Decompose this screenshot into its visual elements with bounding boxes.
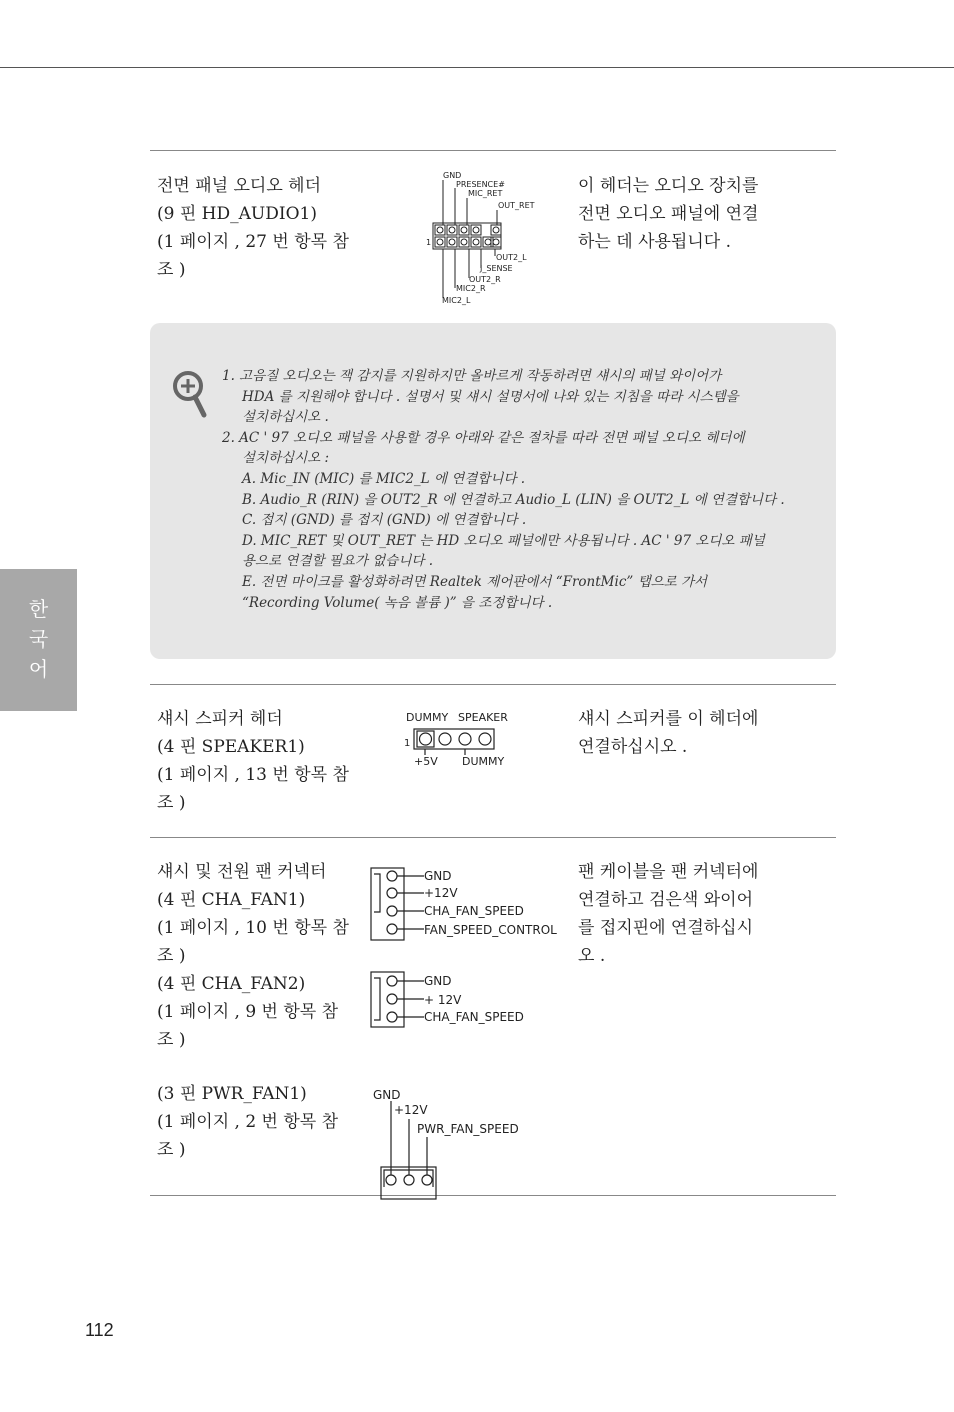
audio-explanation-line: 이 헤더는 오디오 장치를 — [578, 176, 759, 196]
audio-title: 전면 패널 오디오 헤더 — [157, 176, 322, 196]
note-step-b: B. Audio_R (RIN) 을 OUT2_R 에 연결하고 Audio_L (LIN) 을 OUT2_L 에 연결합니다 . — [242, 491, 785, 508]
note-item-2: 2. AC ' 97 오디오 패널을 사용할 경우 아래와 같은 절차를 따라 전면 패널 오디오 헤더에 — [222, 429, 745, 446]
pin-label-mic2-l: MIC2_L — [442, 296, 471, 305]
cha-fan1-pin-name: (4 핀 CHA_FAN1) — [157, 890, 306, 910]
pin-label-gnd: GND — [443, 171, 462, 180]
top-rule — [0, 67, 954, 68]
magnifier-note-icon — [170, 368, 210, 420]
side-tab-char: 어 — [28, 657, 49, 681]
fan-title: 섀시 및 전원 팬 커넥터 — [157, 862, 327, 882]
hd-audio-pin-diagram — [425, 168, 545, 308]
pin-label-mic-ret: MIC_RET — [468, 189, 503, 198]
pwr-fan-page-ref-cont: 조 ) — [157, 1140, 186, 1160]
pin-label-j-sense: J_SENSE — [480, 264, 513, 273]
page-number: 112 — [85, 1320, 114, 1340]
pwr-fan-description — [157, 1080, 338, 1164]
fan1-pin-12v: +12V — [424, 886, 458, 900]
section-divider — [150, 150, 836, 151]
speaker-explanation-line: 연결하십시오 . — [578, 737, 688, 757]
fan2-pin-speed: CHA_FAN_SPEED — [424, 1010, 524, 1024]
pin-one-marker: 1 — [426, 238, 432, 247]
pwr-fan-pin-speed: PWR_FAN_SPEED — [417, 1122, 519, 1136]
fan1-pin-speed: CHA_FAN_SPEED — [424, 904, 524, 918]
section-divider — [150, 837, 836, 838]
side-tab-char: 국 — [28, 627, 49, 651]
speaker-header-outline — [414, 729, 494, 749]
cha-fan2-pin-name: (4 핀 CHA_FAN2) — [157, 974, 306, 994]
fan1-pin-gnd: GND — [424, 869, 452, 883]
note-item-1-cont: HDA 를 지원해야 합니다 . 설명서 및 섀시 설명서에 나와 있는 지침을 따라 시스템을 — [242, 388, 739, 405]
note-list — [222, 366, 822, 613]
audio-page-ref-cont: 조 ) — [157, 260, 186, 280]
cha-fan1-page-ref: (1 페이지 , 10 번 항목 참 — [157, 918, 349, 938]
note-item-1-cont: 설치하십시오 . — [242, 409, 329, 426]
pin-label-presence: PRESENCE# — [456, 180, 505, 189]
audio-page-ref: (1 페이지 , 27 번 항목 참 — [157, 232, 349, 252]
fan2-pin-gnd: GND — [424, 974, 452, 988]
side-tab-char: 한 — [28, 597, 49, 621]
speaker-explanation-line: 섀시 스피커를 이 헤더에 — [578, 709, 759, 729]
fan-explanation-line: 팬 케이블을 팬 커넥터에 — [578, 862, 759, 882]
cha-fan1-page-ref-cont: 조 ) — [157, 946, 186, 966]
note-step-e: E. 전면 마이크를 활성화하려면 Realtek 제어판에서 “FrontMic” 탭으로 가서 — [242, 573, 708, 590]
speaker-header-description — [157, 705, 349, 817]
cha-fan2-page-ref-cont: 조 ) — [157, 1030, 186, 1050]
speaker-header-explanation — [578, 705, 758, 761]
speaker-pin-diagram — [400, 705, 530, 771]
note-step-c: C. 접지 (GND) 를 접지 (GND) 에 연결합니다 . — [242, 512, 527, 529]
audio-pin-name: (9 핀 HD_AUDIO1) — [157, 204, 317, 224]
audio-header-description — [157, 172, 349, 284]
note-step-a: A. Mic_IN (MIC) 를 MIC2_L 에 연결합니다 . — [242, 470, 526, 487]
cha-fan2-pin-diagram — [368, 970, 568, 1030]
cha-fan1-pin-diagram — [368, 866, 568, 942]
note-step-e-cont: “Recording Volume( 녹음 볼륨 )” 을 조정합니다 . — [242, 594, 553, 611]
pwr-fan-page-ref: (1 페이지 , 2 번 항목 참 — [157, 1112, 339, 1132]
audio-explanation-line: 전면 오디오 패널에 연결 — [578, 204, 759, 224]
pwr-fan-pin-12v: +12V — [394, 1103, 428, 1117]
pin-label-out2-r: OUT2_R — [469, 275, 501, 284]
pwr-fan-pin-diagram — [370, 1085, 550, 1203]
note-item-1: 1. 고음질 오디오는 잭 감지를 지원하지만 올바르게 작동하려면 섀시의 패널 와이어가 — [222, 368, 722, 384]
note-step-d: D. MIC_RET 및 OUT_RET 는 HD 오디오 패널에만 사용됩니다 . AC ' 97 오디오 패널 — [242, 532, 765, 549]
fan2-pin-12v: + 12V — [424, 993, 462, 1007]
section-divider — [150, 684, 836, 685]
fan-connector-explanation — [578, 858, 758, 970]
fan-explanation-line: 를 접지핀에 연결하십시 — [578, 918, 754, 938]
fan-connector-description — [157, 858, 349, 1054]
cha-fan2-page-ref: (1 페이지 , 9 번 항목 참 — [157, 1002, 339, 1022]
speaker-pin-name: (4 핀 SPEAKER1) — [157, 737, 305, 757]
audio-explanation-line: 하는 데 사용됩니다 . — [578, 232, 731, 252]
pwr-fan-pin-name: (3 핀 PWR_FAN1) — [157, 1084, 307, 1104]
fan-explanation-line: 연결하고 검은색 와이어 — [578, 890, 754, 910]
fan-explanation-line: 오 . — [578, 946, 606, 966]
language-side-tab — [0, 569, 77, 711]
note-item-2-cont: 설치하십시오 : — [242, 450, 330, 467]
pin-label-mic2-r: MIC2_R — [456, 284, 486, 293]
speaker-pin-dummy-top: DUMMY — [406, 711, 449, 724]
pwr-fan-pin-gnd: GND — [373, 1088, 401, 1102]
speaker-page-ref: (1 페이지 , 13 번 항목 참 — [157, 765, 349, 785]
pin-one-marker: 1 — [404, 738, 411, 749]
speaker-pin-speaker: SPEAKER — [458, 711, 508, 724]
speaker-pin-dummy-bottom: DUMMY — [462, 755, 505, 768]
fan1-pin-control: FAN_SPEED_CONTROL — [424, 923, 557, 937]
speaker-pin-5v: +5V — [414, 755, 438, 768]
speaker-page-ref-cont: 조 ) — [157, 793, 186, 813]
audio-header-explanation — [578, 172, 758, 256]
speaker-title: 섀시 스피커 헤더 — [157, 709, 283, 729]
pin-label-out2-l: OUT2_L — [496, 253, 527, 262]
note-step-d-cont: 용으로 연결할 필요가 없습니다 . — [242, 553, 433, 570]
pin-label-out-ret: OUT_RET — [498, 201, 535, 210]
